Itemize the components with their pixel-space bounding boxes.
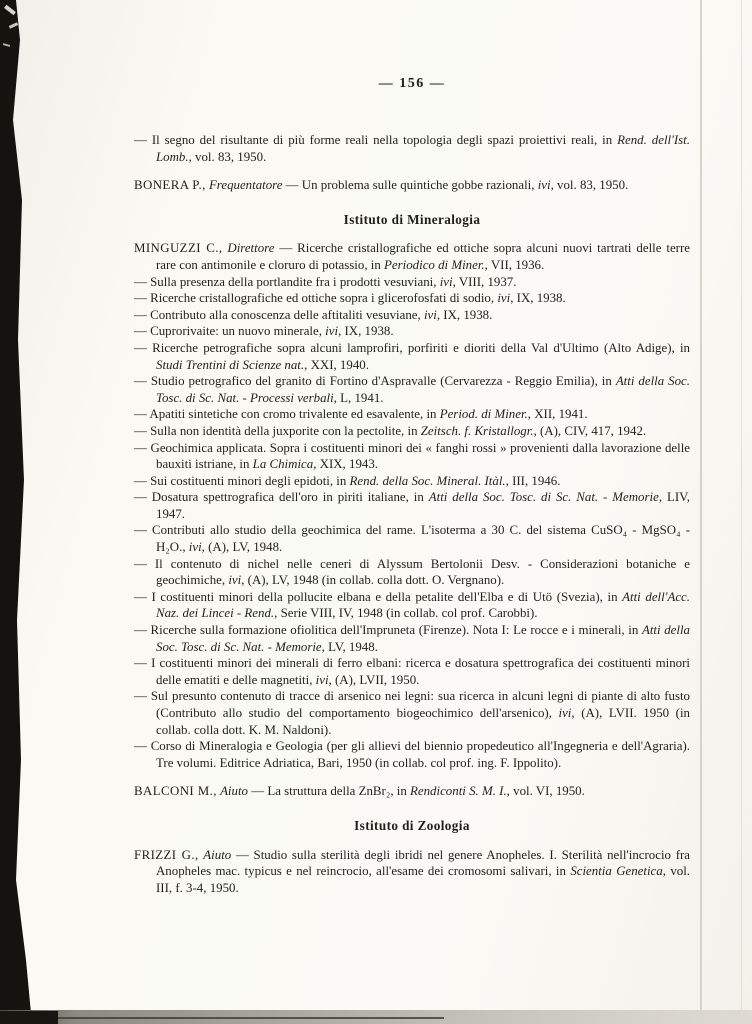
scan-scratch [3, 43, 10, 47]
author-entry: MINGUZZI C., Direttore — Ricerche cristallografiche ed ottiche sopra alcuni nuovi tartrati delle terre rare con antimonile e cloruro di potassio, in Periodico di Miner., VII, 1936. [134, 241, 690, 272]
work-entry: — Sul presunto contenuto di tracce di arsenico nei legni: sua ricerca in alcuni legni di piante di alto fusto (Contributo allo studio del comportamento biogeochimico dell'arsenico), ivi, (A), LVII. 1950 (in collab. colla dott. K. M. Naldoni). [134, 689, 690, 737]
work-entry: — Studio petrografico del granito di Fortino d'Aspravalle (Cervarezza - Reggio Emilia), in Atti della Soc. Tosc. di Sc. Nat. - Processi verbali, L, 1941. [134, 374, 690, 405]
work-entry: — I costituenti minori della pollucite elbana e della petalite dell'Elba e di Utö (Svezia), in Atti dell'Acc. Naz. dei Lincei - Rend., Serie VIII, IV, 1948 (in collab. col prof. Carobbi). [134, 589, 690, 621]
work-entry: — Apatiti sintetiche con cromo trivalente ed esavalente, in Period. di Miner., XII, 1941. [134, 407, 588, 422]
author-role: Aiuto [203, 847, 232, 862]
work-entry: — Cuprorivaite: un nuovo minerale, ivi, IX, 1938. [134, 324, 394, 339]
work-entry: — Corso di Mineralogia e Geologia (per gli allievi del biennio propedeutico all'Ingegneria e dell'Agraria). Tre volumi. Editrice Adriatica, Bari, 1950 (in collab. col prof. ing. F. Ippolito). [134, 739, 690, 770]
work-entry: — Geochimica applicata. Sopra i costituenti minori dei « fanghi rossi » provenienti dalla lavorazione delle bauxiti istriane, in La Chimica, XIX, 1943. [134, 440, 690, 472]
author-name: FRIZZI G., [134, 847, 199, 862]
work-entry: — Ricerche sulla formazione ofiolitica dell'Impruneta (Firenze). Nota I: Le rocce e i minerali, in Atti della Soc. Tosc. di Sc. Nat. - Memorie, LV, 1948. [134, 623, 690, 654]
author-name: BALCONI M., [134, 784, 217, 799]
work-entry: — Contributo alla conoscenza delle aftitaliti vesuviane, ivi, IX, 1938. [134, 307, 493, 322]
scan-left-black-edge [0, 0, 34, 1024]
author-role: Frequentatore [208, 178, 283, 193]
page-content [134, 76, 690, 896]
page-number: — 156 — [378, 76, 446, 91]
author-entry: FRIZZI G., Aiuto — Studio sulla sterilità degli ibridi nel genere Anopheles. I. Sterilità nell'incrocio fra Anopheles mac. typicus e nel reincrocio, all'esame dei cromosomi salivari, in Scientia Genetica, vol. III, f. 3-4, 1950. [134, 847, 691, 895]
author-role: Aiuto [220, 784, 248, 799]
work-entry: — I costituenti minori dei minerali di ferro elbani: ricerca e dosatura spettrografica dei costituenti minori delle ematiti e delle magnetiti, ivi, (A), LVII, 1950. [134, 656, 690, 687]
author-name: MINGUZZI C., [134, 241, 223, 256]
work-entry: — Il contenuto di nichel nelle ceneri di Alyssum Bertolonii Desv. - Considerazioni botaniche e geochimiche, ivi, (A), LV, 1948 (in collab. colla dott. O. Vergnano). [134, 556, 690, 588]
section-heading: Istituto di Zoologia [354, 817, 470, 833]
work-entry: — Sulla non identità della juxporite con la pectolite, in Zeitsch. f. Kristallogr., (A), CIV, 417, 1942. [134, 423, 647, 438]
author-role: Direttore [227, 241, 275, 256]
page-fold-line [700, 0, 702, 1024]
work-entry: — Ricerche petrografiche sopra alcuni lamprofiri, porfiriti e dioriti della Val d'Ultimo (Alto Adige), in Studi Trentini di Scienze nat., XXI, 1940. [134, 340, 690, 372]
scan-scratch [4, 5, 16, 16]
author-entry: BONERA P., Frequentatore — Un problema sulle quintiche gobbe razionali, ivi, vol. 83, 1950. [134, 178, 629, 193]
work-entry: — Contributi allo studio della geochimica del rame. L'isoterma a 30 C. del sistema CuSO₄ - MgSO₄ - H₂O., ivi, (A), LV, 1948. [134, 523, 690, 555]
section-heading: Istituto di Mineralogia [343, 211, 481, 227]
work-entry: — Ricerche cristallografiche ed ottiche sopra i glicerofosfati di sodio, ivi, IX, 1938. [134, 291, 566, 306]
scan-bottom-left-corner [0, 1011, 58, 1024]
author-entry: BALCONI M., Aiuto — La struttura della ZnBr₂, in Rendiconti S. M. I., vol. VI, 1950. [134, 784, 585, 799]
work-entry: — Sulla presenza della portlandite fra i prodotti vesuviani, ivi, VIII, 1937. [134, 274, 517, 289]
work-entry: — Il segno del risultante di più forme reali nella topologia degli spazi proiettivi reali, in Rend. dell'Ist. Lomb., vol. 83, 1950. [134, 133, 690, 164]
work-entry: — Sui costituenti minori degli epidoti, in Rend. della Soc. Mineral. Itàl., III, 1946. [134, 473, 561, 488]
author-name: BONERA P., [134, 178, 206, 193]
work-entry: — Dosatura spettrografica dell'oro in piriti italiane, in Atti della Soc. Tosc. di Sc. Nat. - Memorie, LIV, 1947. [134, 490, 690, 521]
bibliography-list [134, 132, 690, 896]
scan-scratch [9, 22, 18, 29]
scan-bottom-dark-line [44, 1017, 444, 1019]
page-edge-line [741, 0, 742, 1024]
